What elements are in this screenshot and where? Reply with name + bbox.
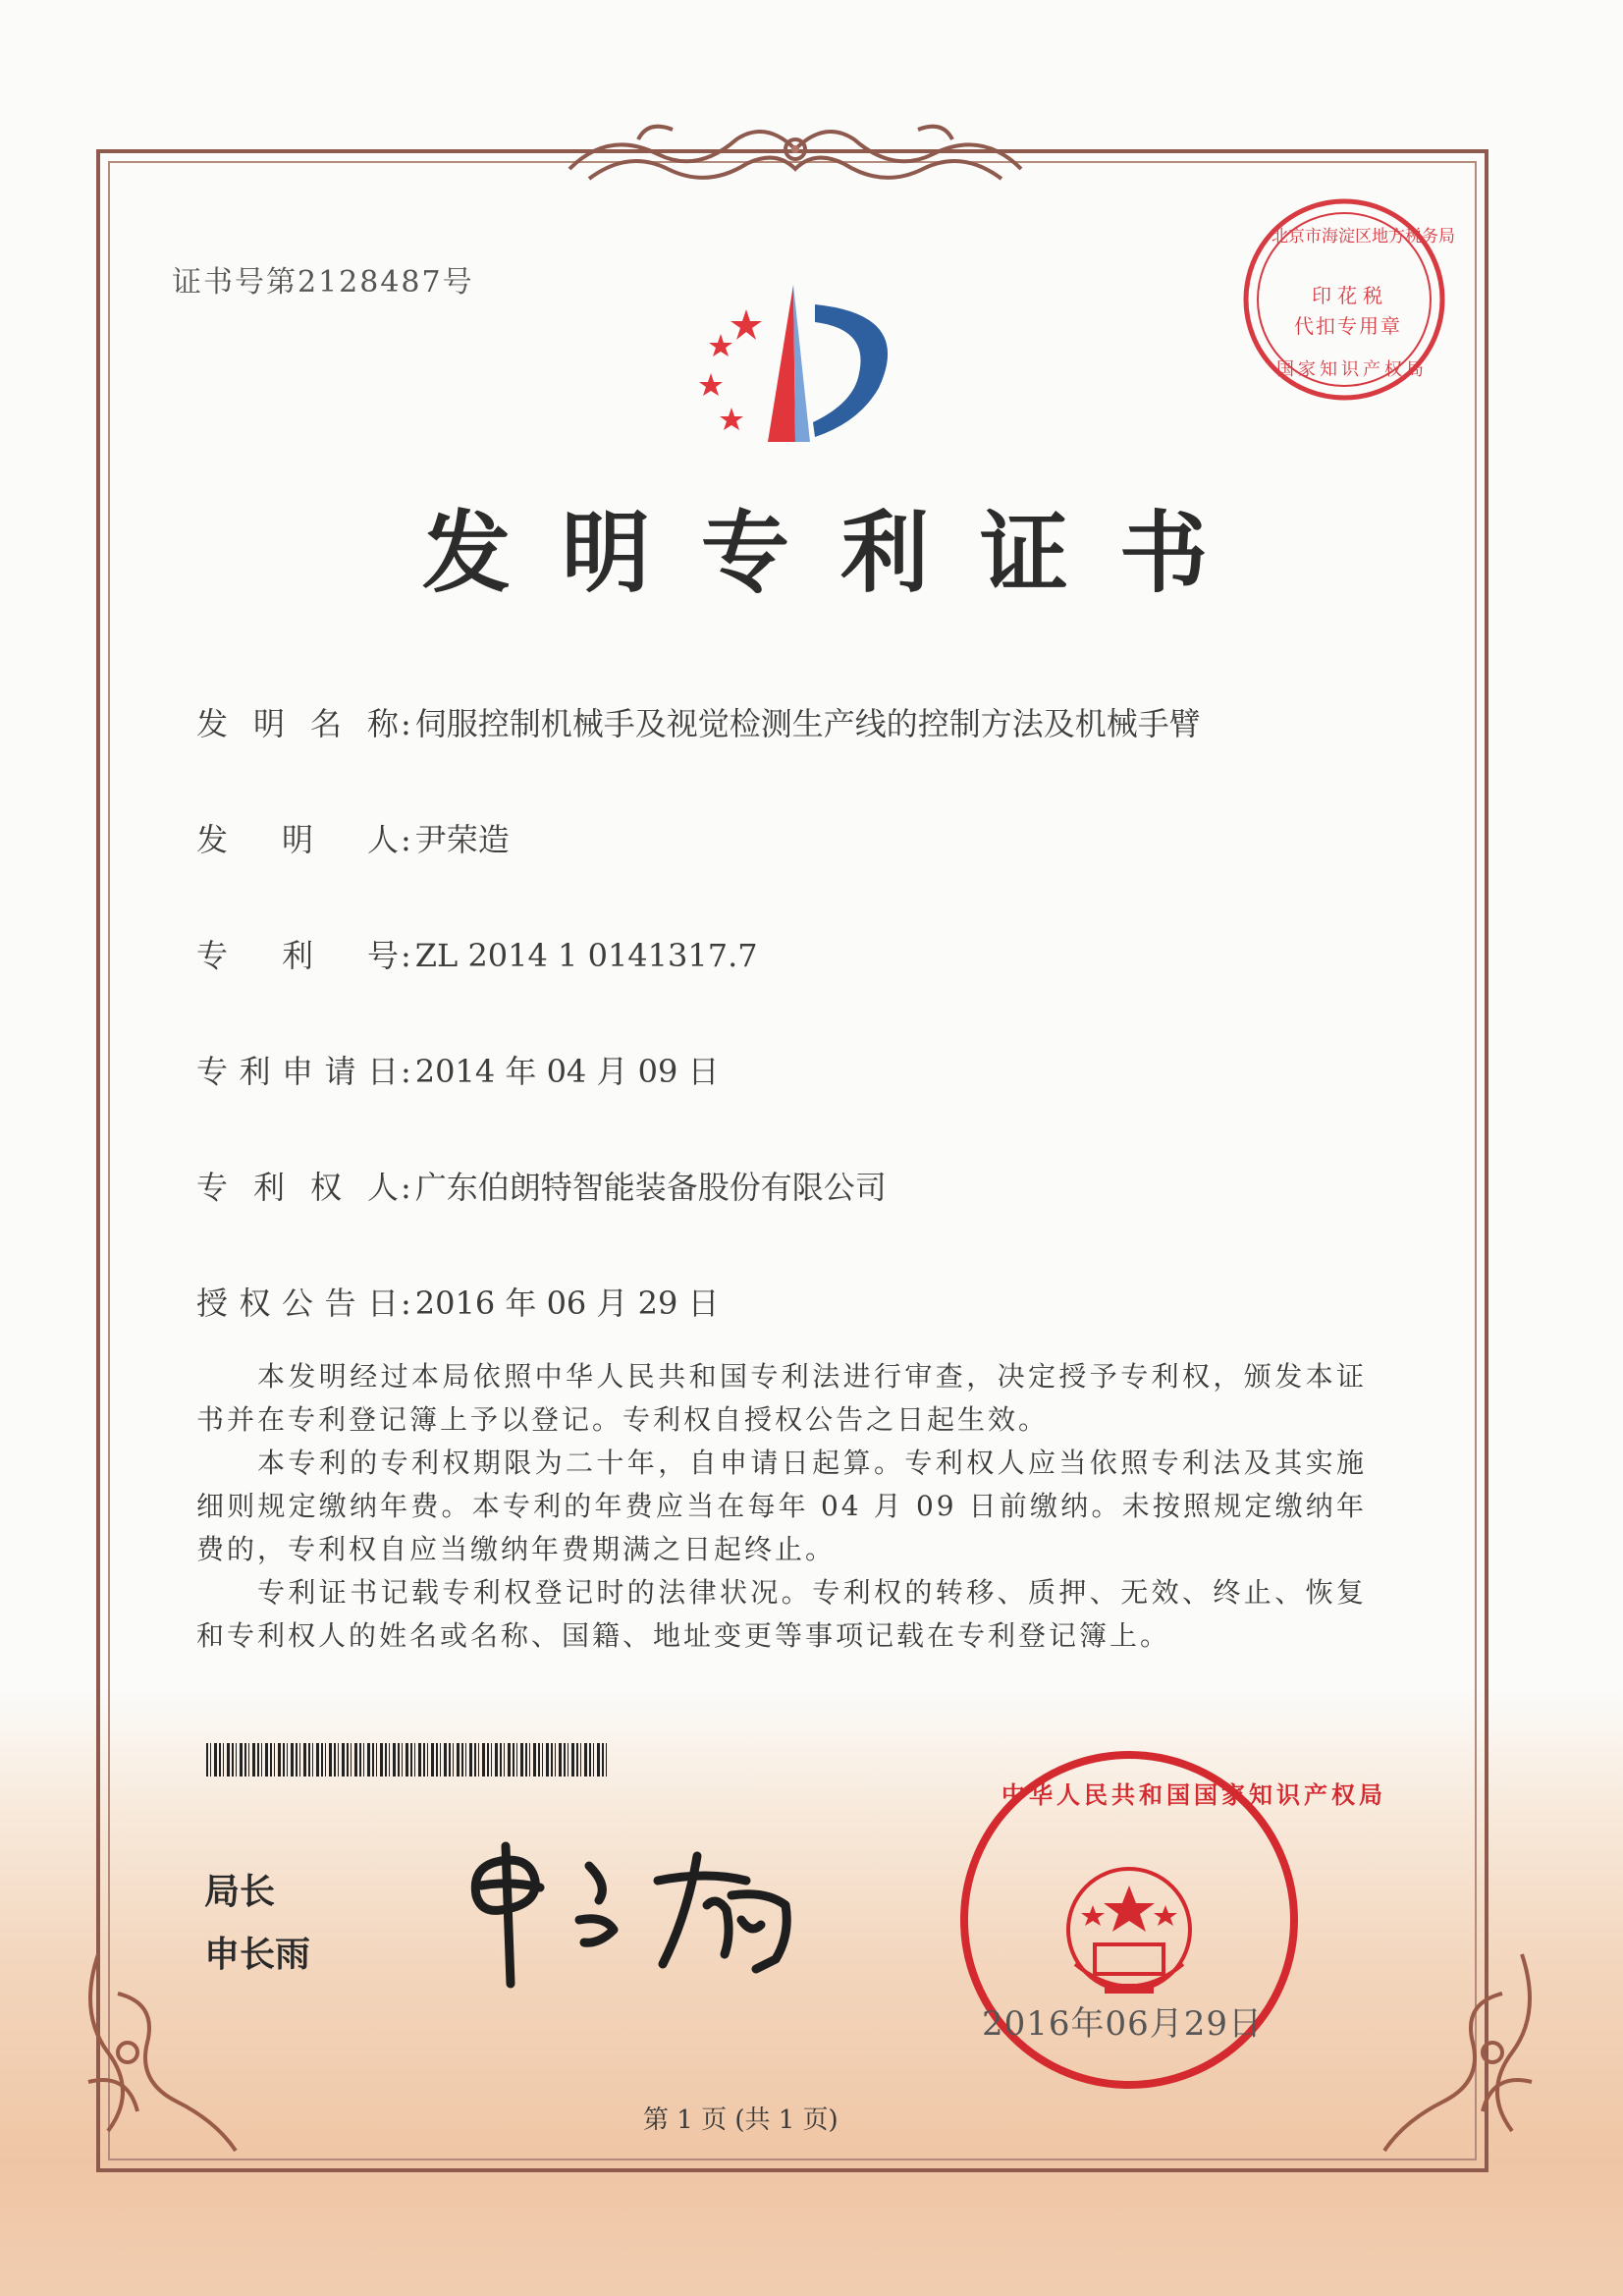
corner-ornament-right <box>1355 1935 1551 2170</box>
field-label: 发明名称 <box>196 705 399 742</box>
field-value: 2016 年 06 月 29 日 <box>414 1285 720 1322</box>
certificate-title: 发明专利证书 <box>422 502 1259 605</box>
body-paragraph: 专利证书记载专利权登记时的法律状况。专利权的转移、质押、无效、终止、恢复和专利权人的姓名或名称、国籍、地址变更等事项记载在专利登记簿上。 <box>196 1576 1367 1652</box>
body-paragraph: 本专利的专利权期限为二十年，自申请日起算。专利权人应当依照专利法及其实施细则规定缴纳年费。本专利的年费应当在每年 04 月 09 日前缴纳。未按照规定缴纳年费的，专利权自应当缴纳年费期满之日起终止。 <box>196 1447 1367 1565</box>
seal-date: 2016年06月29日 <box>982 2004 1264 2044</box>
handwritten-signature <box>461 1827 815 2003</box>
field-label: 发明人 <box>196 821 399 858</box>
top-ornament <box>550 110 1041 198</box>
field-label: 授权公告日 <box>196 1285 399 1322</box>
field-patent-number: 专利号: ZL 2014 1 0141317.7 <box>196 931 758 976</box>
body-paragraph: 本发明经过本局依照中华人民共和国专利法进行审查，决定授予专利权，颁发本证书并在专利登记簿上予以登记。专利权自授权公告之日起生效。 <box>196 1360 1367 1436</box>
tax-stamp-line-2: 印花税 <box>1312 284 1388 307</box>
certificate-number: 证书号第2128487号 <box>172 265 474 300</box>
director-name: 申长雨 <box>204 1935 311 1975</box>
field-label: 专利申请日 <box>196 1053 399 1090</box>
field-label: 专利号 <box>196 937 399 974</box>
page-number: 第 1 页 (共 1 页) <box>643 2105 839 2135</box>
field-application-date: 专利申请日: 2014 年 04 月 09 日 <box>196 1047 720 1092</box>
field-value: 尹荣造 <box>414 821 510 858</box>
tax-stamp-line-1: 北京市海淀区地方税务局 <box>1271 227 1455 246</box>
barcode <box>206 1743 609 1777</box>
official-seal-text: 中华人民共和国国家知识产权局 <box>1001 1780 1386 1809</box>
field-invention-name: 发明名称: 伺服控制机械手及视觉检测生产线的控制方法及机械手臂 <box>196 699 1201 744</box>
field-value: 广东伯朗特智能装备股份有限公司 <box>414 1169 887 1206</box>
corner-ornament-left <box>69 1935 265 2170</box>
director-title: 局长 <box>204 1872 276 1912</box>
field-inventor: 发明人: 尹荣造 <box>196 815 510 860</box>
tax-stamp-line-4: 国家知识产权局 <box>1276 359 1428 380</box>
tax-stamp-line-3: 代扣专用章 <box>1294 314 1402 338</box>
field-value: 2014 年 04 月 09 日 <box>414 1053 720 1090</box>
field-value: 伺服控制机械手及视觉检测生产线的控制方法及机械手臂 <box>414 705 1201 742</box>
certificate-body <box>196 1355 1367 1658</box>
patent-office-logo <box>677 275 923 462</box>
field-value: ZL 2014 1 0141317.7 <box>414 937 758 974</box>
field-patentee: 专利权人: 广东伯朗特智能装备股份有限公司 <box>196 1163 887 1208</box>
field-grant-date: 授权公告日: 2016 年 06 月 29 日 <box>196 1279 720 1324</box>
field-label: 专利权人 <box>196 1169 399 1206</box>
